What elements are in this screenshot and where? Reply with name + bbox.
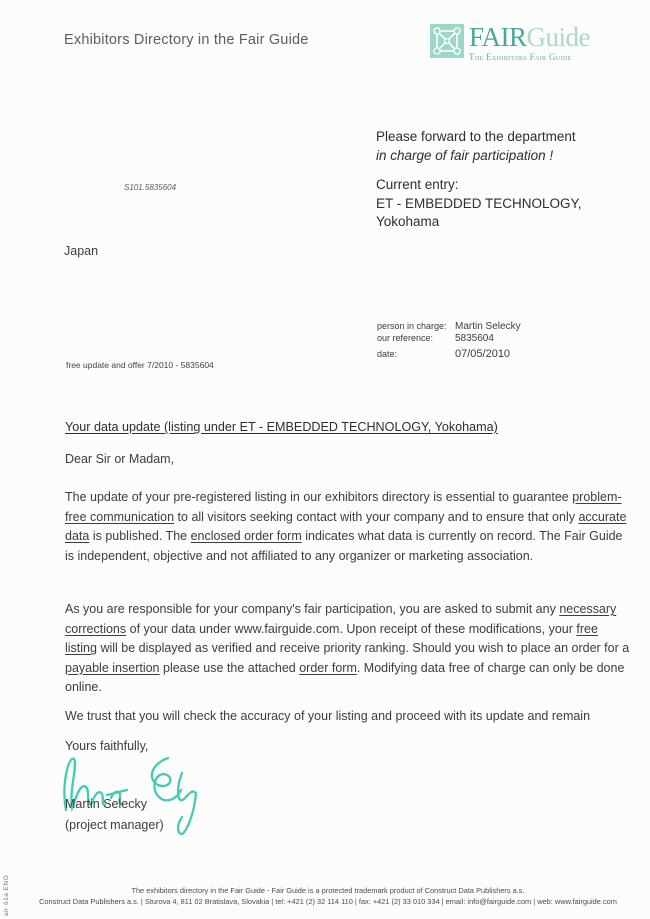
- body-paragraph-2: As you are responsible for your company's fair participation, you are asked to submit any necessary corrections of your data under www.fairguide.com. Upon receipt of these modifications, your free listing will be displayed as verified and receive priority ranking. Should you wish to place an order for a payable insertion please use the attached order form. Modifying data free of charge can only be done online.: [65, 602, 630, 694]
- forward-notice-line2: in charge of fair participation !: [376, 147, 554, 163]
- person-in-charge-value: Martin Selecky: [455, 321, 521, 332]
- date-label: date:: [377, 349, 398, 359]
- offer-note: free update and offer 7/2010 - 5835604: [66, 360, 214, 370]
- logo-name-fair: FAIR: [469, 22, 527, 52]
- reference-code: S101.5835604: [124, 183, 177, 192]
- logo-name-guide: Guide: [526, 22, 590, 52]
- person-in-charge-label: person in charge:: [377, 321, 447, 331]
- current-entry-company: ET - EMBEDDED TECHNOLOGY,: [376, 195, 582, 211]
- forward-notice: [376, 128, 576, 165]
- meta-row-reference: [377, 333, 521, 345]
- date-value: 07/05/2010: [455, 348, 511, 360]
- our-reference-value: 5835604: [455, 332, 494, 344]
- signer-name: Martin Selecky: [65, 797, 147, 811]
- our-reference-label: our reference:: [377, 332, 434, 343]
- forward-notice-line1: Please forward to the department: [376, 129, 576, 144]
- body-paragraph-1: The update of your pre-registered listing in our exhibitors directory is essential to guarantee problem-free communication to all visitors seeking contact with your company and to ensure that only accurate data is published. The enclosed order form indicates what data is currently on record. The Fair Guide is independent, objective and not affiliated to any organizer or marketing association.: [65, 490, 627, 563]
- meta-row-date: [377, 349, 521, 361]
- signer-role: (project manager): [65, 818, 164, 832]
- fairguide-logo: [430, 24, 590, 62]
- footer-trademark-line: The exhibitors directory in the Fair Guide - Fair Guide is a protected trademark product of Construct Data Publishers a.s.: [131, 886, 525, 895]
- logo-wordmark: [469, 24, 590, 62]
- side-form-code: air 61a ENG: [3, 874, 10, 916]
- current-entry-city: Yokohama: [376, 214, 440, 229]
- document-title: Exhibitors Directory in the Fair Guide: [64, 32, 309, 48]
- meta-block: [377, 321, 521, 361]
- logo-tagline: The Exhibitors Fair Guide: [469, 52, 572, 62]
- current-entry-label: Current entry:: [376, 177, 459, 192]
- network-nodes-icon: [430, 24, 464, 58]
- logo-name: [469, 22, 590, 52]
- body-paragraph-3: We trust that you will check the accuracy of your listing and proceed with its update and remain: [65, 709, 591, 723]
- salutation: Dear Sir or Madam,: [65, 452, 175, 466]
- country-label: Japan: [64, 244, 99, 258]
- subject-line: Your data update (listing under ET - EMBEDDED TECHNOLOGY, Yokohama): [65, 420, 498, 434]
- meta-row-person: [377, 321, 521, 333]
- closing-line: Yours faithfully,: [65, 739, 149, 753]
- current-entry-block: [376, 176, 582, 232]
- footer-contact-line: Construct Data Publishers a.s. | Sturova 4, 811 02 Bratislava, Slovakia | tel: +421 (2) 32 114 110 | fax: +421 (2) 33 010 334 | email: info@fairguide.com | web: www.fairguide.com: [39, 896, 617, 906]
- footer: [8, 886, 648, 907]
